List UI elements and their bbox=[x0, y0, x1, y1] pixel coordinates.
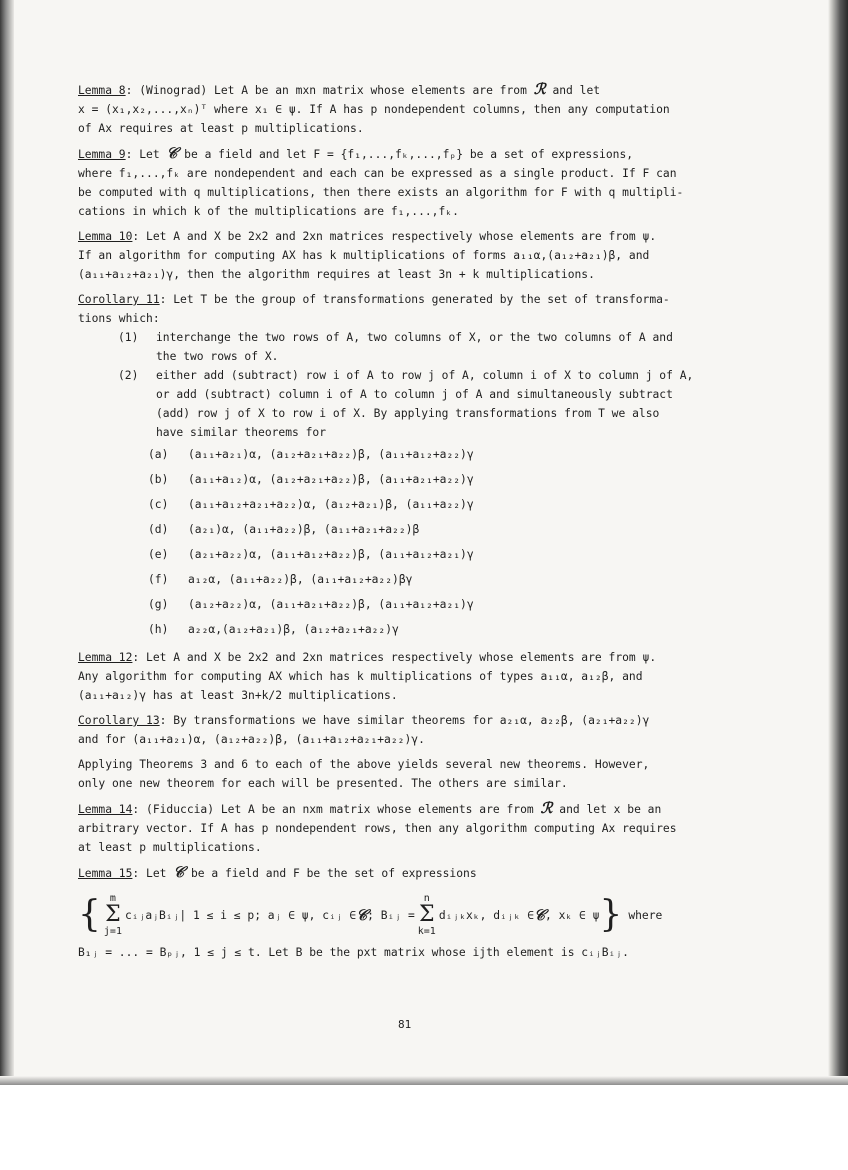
lemma-12-line3: (a₁₁+a₁₂)γ has at least 3n+k/2 multiplications. bbox=[78, 689, 398, 702]
corollary-13-line1 bbox=[78, 711, 758, 730]
lemma-10-line2: If an algorithm for computing AX has k multiplications of forms a₁₁α,(a₁₂+a₂₁)β, and bbox=[78, 249, 650, 262]
scan-bottom-margin bbox=[0, 1085, 848, 1170]
item-line: or add (subtract) column i of A to column j of A and simultaneously subtract bbox=[156, 388, 673, 401]
applying-line1: Applying Theorems 3 and 6 to each of the above yields several new theorems. However, bbox=[78, 758, 650, 771]
lemma-8-line1 bbox=[78, 80, 758, 100]
applying-line2: only one new theorem for each will be presented. The others are similar. bbox=[78, 777, 568, 790]
theorem-row bbox=[148, 542, 758, 567]
text: be a field and F be the set of expressions bbox=[184, 867, 477, 880]
script-c-symbol: 𝒞 bbox=[173, 863, 185, 881]
transformation-list bbox=[78, 328, 758, 442]
corollary-13 bbox=[78, 711, 758, 749]
theorem-text: (a₂₁+a₂₂)α, (a₁₁+a₁₂+a₂₂)β, (a₁₁+a₁₂+a₂₁)γ bbox=[188, 548, 474, 561]
lemma-15-label: Lemma 15 bbox=[78, 867, 133, 880]
applying-paragraph bbox=[78, 755, 758, 793]
theorem-text: a₂₂α,(a₁₂+a₂₁)β, (a₁₂+a₂₁+a₂₂)γ bbox=[188, 623, 399, 636]
theorem-label: (h) bbox=[148, 623, 169, 636]
lemma-15 bbox=[78, 863, 758, 962]
theorem-label: (b) bbox=[148, 473, 169, 486]
item-line: the two rows of X. bbox=[156, 350, 279, 363]
theorem-row bbox=[148, 467, 758, 492]
theorem-row bbox=[148, 617, 758, 642]
corollary-13-line2: and for (a₁₁+a₂₁)α, (a₁₂+a₂₂)β, (a₁₁+a₁₂+a₂₁+a₂₂)γ. bbox=[78, 733, 425, 746]
item-line: (add) row j of X to row i of X. By applying transformations from T we also bbox=[156, 407, 660, 420]
item-line: have similar theorems for bbox=[156, 426, 327, 439]
theorem-row bbox=[148, 592, 758, 617]
lemma-12-line1 bbox=[78, 648, 758, 667]
theorem-row bbox=[148, 567, 758, 592]
script-r-symbol: ℛ bbox=[540, 799, 553, 817]
theorem-text: (a₁₁+a₂₁)α, (a₁₂+a₂₁+a₂₂)β, (a₁₁+a₁₂+a₂₂)γ bbox=[188, 448, 474, 461]
close-brace: } bbox=[599, 894, 623, 935]
corollary-13-label: Corollary 13 bbox=[78, 714, 160, 727]
theorem-text: (a₁₂+a₂₂)α, (a₁₁+a₂₁+a₂₂)β, (a₁₁+a₁₂+a₂₁)γ bbox=[188, 598, 474, 611]
page-content bbox=[78, 80, 758, 968]
sigma-symbol: Σ bbox=[105, 902, 121, 927]
text: : (Winograd) Let A be an mxn matrix whose elements are from bbox=[125, 84, 534, 97]
summation-k bbox=[418, 893, 436, 937]
corollary-11 bbox=[78, 290, 758, 642]
formula-part: , xₖ ∈ ψ bbox=[544, 908, 600, 922]
theorem-row bbox=[148, 442, 758, 467]
item-number: (2) bbox=[118, 369, 139, 382]
theorem-label: (d) bbox=[148, 523, 169, 536]
text: : Let bbox=[125, 148, 167, 161]
item-line: either add (subtract) row i of A to row j of A, column i of X to column j of A, bbox=[156, 369, 694, 382]
theorem-label: (c) bbox=[148, 498, 169, 511]
theorem-text: a₁₂α, (a₁₁+a₂₂)β, (a₁₁+a₁₂+a₂₂)βγ bbox=[188, 573, 413, 586]
script-c-symbol: 𝒞 bbox=[356, 905, 368, 924]
lemma-9-line2: where f₁,...,fₖ are nondependent and each can be expressed as a single product. If F can bbox=[78, 167, 677, 180]
page-number: 81 bbox=[398, 1018, 412, 1031]
lemma-8-label: Lemma 8 bbox=[78, 84, 126, 97]
text: : By transformations we have similar theorems for a₂₁α, a₂₂β, (a₂₁+a₂₂)γ bbox=[159, 714, 650, 727]
sum-lower: j=1 bbox=[103, 926, 122, 937]
text: : Let bbox=[132, 867, 174, 880]
lemma-12-label: Lemma 12 bbox=[78, 651, 133, 664]
corollary-11-line2: tions which: bbox=[78, 312, 160, 325]
theorem-text: (a₂₁)α, (a₁₁+a₂₂)β, (a₁₁+a₂₁+a₂₂)β bbox=[188, 523, 420, 536]
theorem-text: (a₁₁+a₁₂+a₂₁+a₂₂)α, (a₁₂+a₂₁)β, (a₁₁+a₂₂)γ bbox=[188, 498, 474, 511]
theorem-label: (a) bbox=[148, 448, 169, 461]
lemma-8-line3: of Ax requires at least p multiplications. bbox=[78, 122, 364, 135]
lemma-9-line3: be computed with q multiplications, then there exists an algorithm for F with q multipli- bbox=[78, 186, 684, 199]
lemma-8 bbox=[78, 80, 758, 138]
lemma-12-line2: Any algorithm for computing AX which has k multiplications of types a₁₁α, a₁₂β, and bbox=[78, 670, 643, 683]
lemma-14-label: Lemma 14 bbox=[78, 803, 133, 816]
open-brace: { bbox=[78, 894, 101, 935]
lemma-14 bbox=[78, 799, 758, 857]
theorem-text: (a₁₁+a₁₂)α, (a₁₂+a₂₁+a₂₂)β, (a₁₁+a₂₁+a₂₂)γ bbox=[188, 473, 474, 486]
lemma-15-last-line: B₁ⱼ = ... = Bₚⱼ, 1 ≤ j ≤ t. Let B be the pxt matrix whose ijth element is cᵢⱼBᵢⱼ. bbox=[78, 946, 629, 959]
text: : Let A and X be 2x2 and 2xn matrices respectively whose elements are from ψ. bbox=[132, 651, 657, 664]
text: and let bbox=[545, 84, 601, 97]
text: : Let A and X be 2x2 and 2xn matrices respectively whose elements are from ψ. bbox=[132, 230, 657, 243]
lemma-10 bbox=[78, 227, 758, 284]
lemma-15-line1 bbox=[78, 863, 758, 883]
item-line: interchange the two rows of A, two columns of X, or the two columns of A and bbox=[156, 331, 673, 344]
lemma-9-label: Lemma 9 bbox=[78, 148, 126, 161]
lemma-14-line2: arbitrary vector. If A has p nondependent rows, then any algorithm computing Ax requires bbox=[78, 822, 677, 835]
lemma-10-line1 bbox=[78, 227, 758, 246]
scan-right-edge bbox=[828, 0, 848, 1100]
scan-left-edge bbox=[0, 0, 14, 1085]
lemma-10-label: Lemma 10 bbox=[78, 230, 133, 243]
item-number: (1) bbox=[118, 331, 139, 344]
text: : Let T be the group of transformations generated by the set of transforma- bbox=[159, 293, 670, 306]
theorem-label: (f) bbox=[148, 573, 169, 586]
set-formula bbox=[78, 889, 758, 941]
lemma-8-line2: x = (x₁,x₂,...,xₙ)ᵀ where x₁ ∈ ψ. If A has p nondependent columns, then any computation bbox=[78, 103, 670, 116]
corollary-11-line1 bbox=[78, 290, 758, 309]
lemma-9-line1 bbox=[78, 144, 758, 164]
formula-where: where bbox=[628, 908, 663, 922]
lemma-14-line1 bbox=[78, 799, 758, 819]
list-item bbox=[118, 328, 758, 366]
lemma-12 bbox=[78, 648, 758, 705]
sum-upper: m bbox=[109, 893, 116, 904]
lemma-9-line4: cations in which k of the multiplications are f₁,...,fₖ. bbox=[78, 205, 459, 218]
lemma-10-line3: (a₁₁+a₁₂+a₂₁)γ, then the algorithm requires at least 3n + k multiplications. bbox=[78, 268, 595, 281]
formula-part: ; Bᵢⱼ = bbox=[367, 908, 415, 922]
sigma-symbol: Σ bbox=[419, 902, 435, 927]
formula-part: dᵢⱼₖxₖ, dᵢⱼₖ ∈ bbox=[438, 908, 535, 922]
sum-lower: k=1 bbox=[417, 926, 436, 937]
text: and let x be an bbox=[552, 803, 662, 816]
corollary-11-label: Corollary 11 bbox=[78, 293, 160, 306]
text: : (Fiduccia) Let A be an nxm matrix whose elements are from bbox=[132, 803, 541, 816]
lemma-14-line3: at least p multiplications. bbox=[78, 841, 262, 854]
script-c-symbol: 𝒞 bbox=[534, 905, 545, 924]
theorem-list bbox=[78, 442, 758, 642]
script-r-symbol: ℛ bbox=[533, 80, 546, 98]
theorem-row bbox=[148, 517, 758, 542]
formula-part: cᵢⱼaⱼBᵢⱼ| 1 ≤ i ≤ p; aⱼ ∈ ψ, cᵢⱼ ∈ bbox=[124, 908, 357, 922]
theorem-row bbox=[148, 492, 758, 517]
script-c-symbol: 𝒞 bbox=[166, 144, 178, 162]
lemma-9 bbox=[78, 144, 758, 221]
summation-j bbox=[104, 893, 122, 937]
theorem-label: (e) bbox=[148, 548, 169, 561]
theorem-label: (g) bbox=[148, 598, 169, 611]
text: be a field and let F = {f₁,...,fₖ,...,fₚ} be a set of expressions, bbox=[177, 148, 634, 161]
sum-upper: n bbox=[423, 893, 430, 904]
list-item bbox=[118, 366, 758, 442]
